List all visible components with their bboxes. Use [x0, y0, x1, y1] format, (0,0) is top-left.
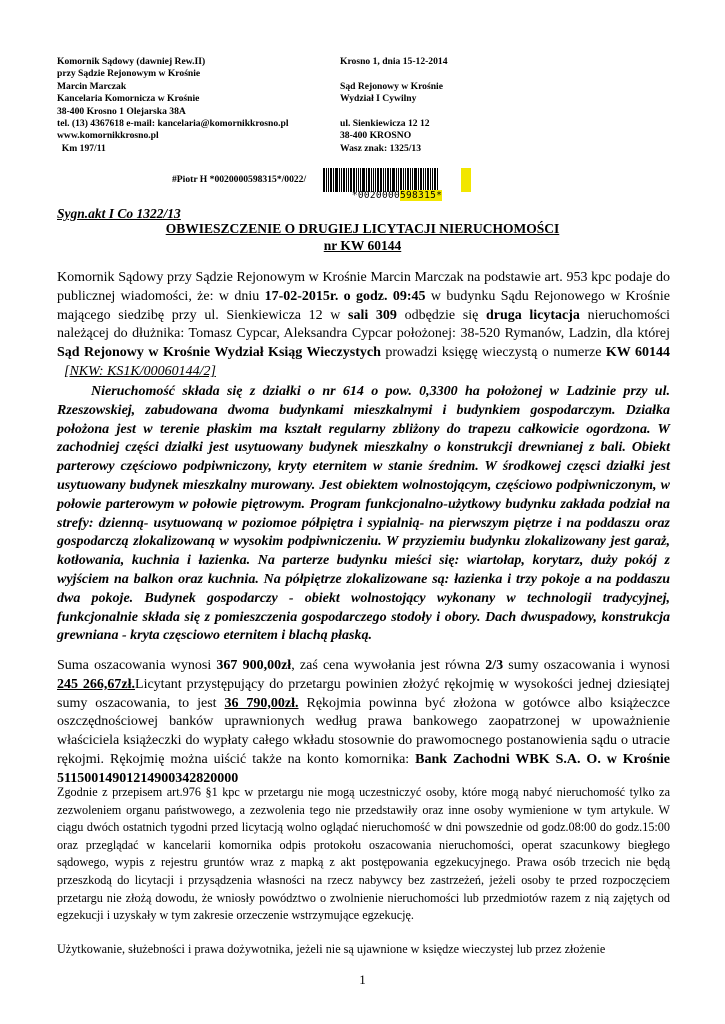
barcode-bar	[362, 168, 365, 192]
internal-reference: #Piotr H *0020000598315*/0022/	[172, 174, 307, 185]
barcode-bar	[330, 168, 332, 192]
sender-line: www.komornikkrosno.pl	[57, 130, 159, 142]
valuation-paragraph	[57, 657, 670, 789]
barcode-bar	[400, 168, 402, 192]
sender-line: 38-400 Krosno 1 Olejarska 38A	[57, 105, 186, 117]
recipient-line: Wydział I Cywilny	[340, 93, 417, 105]
barcode-bar	[356, 168, 357, 192]
sender-line: Komornik Sądowy (dawniej Rew.II)	[57, 56, 206, 67]
barcode-text-highlight: 598315*	[400, 190, 443, 201]
barcode-bar	[437, 168, 438, 192]
bank-account: Bank Zachodni WBK S.A. O. w Krośnie 51150014901214900342820000	[57, 751, 670, 786]
deposit-amount: 36 790,00zł.	[224, 695, 299, 711]
barcode-bar	[412, 168, 413, 192]
barcode-bar	[423, 168, 424, 192]
case-number: Km 197/11	[57, 142, 106, 154]
text: w budynku Sądu Rejonowego w Krośnie mającego siedzibę przy ul. Sienkiewicza 12 w	[57, 288, 670, 323]
page-number: 1	[359, 972, 366, 987]
auction-date: 17-02-2015r. o godz. 09:45	[264, 288, 426, 304]
barcode-bar	[385, 168, 386, 192]
barcode-bar	[335, 168, 338, 192]
text: Rękojmia powinna być złożona w gotówce albo książeczce oszczędnościowej banków uprawnionych według prawa bankowego zaopatrzonej w upoważnienie właściciela książeczki do wypłaty całego wkładu stosownie do prawomocnego postanowienia sądu o utracie rękojmi. Rękojmię można uiścić także na konto komornika:	[57, 695, 671, 767]
auction-type: druga licytacja	[485, 307, 580, 323]
barcode-bars	[323, 168, 471, 192]
valuation-sum: 367 900,00zł	[216, 658, 292, 673]
barcode-bar	[346, 168, 347, 192]
barcode-bar	[326, 168, 327, 192]
usufruct-paragraph: Użytkowanie, służebności i prawa dożywotnika, jeżeli nie są ujawnione w księdze wieczystej lub przez złożenie	[57, 942, 606, 956]
barcode-bar	[333, 168, 334, 192]
barcode-bar	[358, 168, 359, 192]
case-signature: Sygn.akt I Co 1322/13	[57, 206, 181, 221]
sender-line: Marcin Marczak	[57, 80, 127, 92]
text: Komornik Sądowy przy Sądzie Rejonowym w Krośnie Marcin Marczak na podstawie art. 953 kpc podaje do publicznej wiadomości, że: w dniu	[57, 270, 670, 304]
auction-announcement-paragraph	[57, 269, 670, 382]
barcode-bar	[432, 168, 433, 192]
barcode-bar	[387, 168, 389, 192]
document-title: OBWIESZCZENIE O DRUGIEJ LICYTACJI NIERUCHOMOŚCI	[165, 221, 560, 236]
barcode-caption	[323, 190, 471, 201]
barcode-bar	[410, 168, 411, 192]
barcode-text-main: *0020000	[351, 190, 400, 201]
barcode-bar	[405, 168, 406, 192]
text	[57, 364, 64, 379]
text: odbędzie się	[396, 307, 486, 323]
barcode-bar	[328, 168, 329, 192]
barcode-bar	[341, 168, 342, 192]
barcode-bar	[375, 168, 376, 192]
recipient-address	[340, 56, 448, 155]
barcode-bar	[323, 168, 325, 192]
property-description-paragraph: Nieruchomość składa się z działki o nr 614 o pow. 0,3300 ha położonej w Ladzinie przy ul. Rzeszowskiej, zabudowana dwoma budynkami mieszkalnymi i budynkiem gospodarczym. Działka położona jest w terenie płaskim ma kształt regularny zbliżony do trapezu całkowicie ogordzona. W zachodniej części działki jest usytuowany budynek mieszkalny o konstrukcji drewnianej z bali. Obiekt parterowy częściowo podpiwniczony, kryty eternitem w stanie średnim. W środkowej częsci działki jest usytuowany budynek mieszkalny murowany. Jest obiektem wolnostojącym, częściowo podpiwniczonym, w połowie parterowym w połowie piętrowym. Program funkcjonalno-użytkowy budynku zakłada podział na strefy: dzienną- usytuowaną w poziomoe półpiętra i sypialnią- na pierwszym piętrze i na poddaszu oraz gospodarczą zlokalizowaną w wysokim podpiwniczeniu. W przyziemiu budynku zlokalizowany jest garaż, kotłowania, kuchnia i łazienka. Na parterze budynku mieści się: wiartołap, korytarz, duży pokój z wyjściem na balkon oraz kuchnia. Na półpiętrze zlokalizowane są: łazienka i trzy pokoje a na poddaszu dwa pokoje. Budynek gospodarczy - obiekt wolnostojący wykonany w technologii tradycyjnej, funkcjonalnie składa się z pomieszczenia gospodarczego stodoły i obory. Dach dwuspadowy, konstrukcja grewniana - kryta częsciowo eternitem i blachą płaską.	[57, 384, 670, 644]
barcode-bar	[377, 168, 379, 192]
text: , zaś cena wywołania jest równa	[291, 658, 486, 673]
barcode-bar	[368, 168, 370, 192]
barcode-bar	[343, 168, 345, 192]
text: Suma oszacowania wynosi	[57, 658, 217, 673]
barcode-bar	[425, 168, 426, 192]
barcode-highlight	[461, 168, 471, 192]
barcode-bar	[418, 168, 419, 192]
barcode-bar	[396, 168, 397, 192]
nkw-number: [NKW: KS1K/00060144/2]	[64, 363, 216, 379]
barcode-bar	[407, 168, 409, 192]
spacer-line	[340, 68, 448, 80]
barcode	[323, 168, 471, 202]
barcode-bar	[390, 168, 391, 192]
barcode-bar	[366, 168, 367, 192]
barcode-bar	[420, 168, 422, 192]
document-subtitle: nr KW 60144	[323, 238, 402, 253]
auction-room: sali 309	[348, 307, 397, 323]
barcode-bar	[350, 168, 352, 192]
sender-line: Kancelaria Komornicza w Krośnie	[57, 93, 200, 105]
date-place: Krosno 1, dnia 15-12-2014	[340, 56, 448, 67]
barcode-bar	[371, 168, 372, 192]
barcode-bar	[383, 168, 384, 192]
barcode-bar	[339, 168, 340, 192]
barcode-bar	[430, 168, 431, 192]
fraction: 2/3	[485, 658, 504, 673]
barcode-bar	[427, 168, 429, 192]
spacer-line	[340, 106, 448, 118]
sender-line: przy Sądzie Rejonowym w Krośnie	[57, 68, 201, 80]
barcode-bar	[373, 168, 374, 192]
sender-address	[57, 56, 289, 155]
barcode-bar	[398, 168, 399, 192]
legal-conditions-paragraph: Zgodnie z przepisem art.976 §1 kpc w przetargu nie mogą uczestniczyć osoby, które mogą nabyć nieruchomość tylko za zezwoleniem organu państwowego, a zezwolenia tego nie przedstawiły oraz inne osoby wymienione w tym artykule. W ciągu dwóch ostatnich tygodni przed licytacją wolno oglądać nieruchomość w dni powszednie od godz.08:00 do godz.15:00 oraz przeglądać w kancelarii komornika odpis protokołu oszacowania nieruchomości, operat szacunkowy biegłego sądowego, wypis z rejestru gruntów wraz z mapką z akt postępowania egzekucyjnego. Prawa osób trzecich nie będą przeszkodą do licytacji i przysądzenia własności na rzecz nabywcy bez zastrzeżeń, jeżeli osoby te przed rozpoczęciem przetargu nie złożą dowodu, że wniosły powództwo o zwolnienie nieruchomości lub przedmiotów razem z nią zajętych od egzekucji i uzyskały w tym zakresie orzeczenie wstrzymujące egzekucję.	[57, 785, 670, 923]
barcode-bar	[360, 168, 361, 192]
recipient-line: Sąd Rejonowy w Krośnie	[340, 80, 443, 92]
your-reference: Wasz znak: 1325/13	[340, 142, 422, 154]
barcode-bar	[380, 168, 382, 192]
text: prowadzi księgę wieczystą o numerze	[380, 345, 606, 361]
court-name: Sąd Rejonowy w Krośnie Wydział Ksiąg Wieczystych	[57, 345, 381, 361]
text: nieruchomości należącej do dłużnika: Tomasz Cypcar, Aleksandra Cypcar położonej: 38-520 Rymanów, Ladzin, dla której	[57, 307, 670, 342]
barcode-bar	[434, 168, 436, 192]
barcode-bar	[348, 168, 349, 192]
sender-line: tel. (13) 4367618 e-mail: kancelaria@komornikkrosno.pl	[57, 118, 289, 130]
text: sumy oszacowania i wynosi	[503, 658, 671, 673]
recipient-line: ul. Sienkiewicza 12 12	[340, 118, 430, 130]
starting-price: 245 266,67zł.	[57, 676, 136, 692]
barcode-bar	[353, 168, 355, 192]
barcode-bar	[392, 168, 395, 192]
recipient-line: 38-400 KROSNO	[340, 130, 412, 142]
text: Licytant przystępujący do przetargu powinien złożyć rękojmię w wysokości jednej dziesiątej sumy oszacowania, to jest	[57, 676, 670, 711]
land-register-number: KW 60144	[605, 345, 671, 361]
barcode-bar	[414, 168, 417, 192]
barcode-bar	[403, 168, 404, 192]
